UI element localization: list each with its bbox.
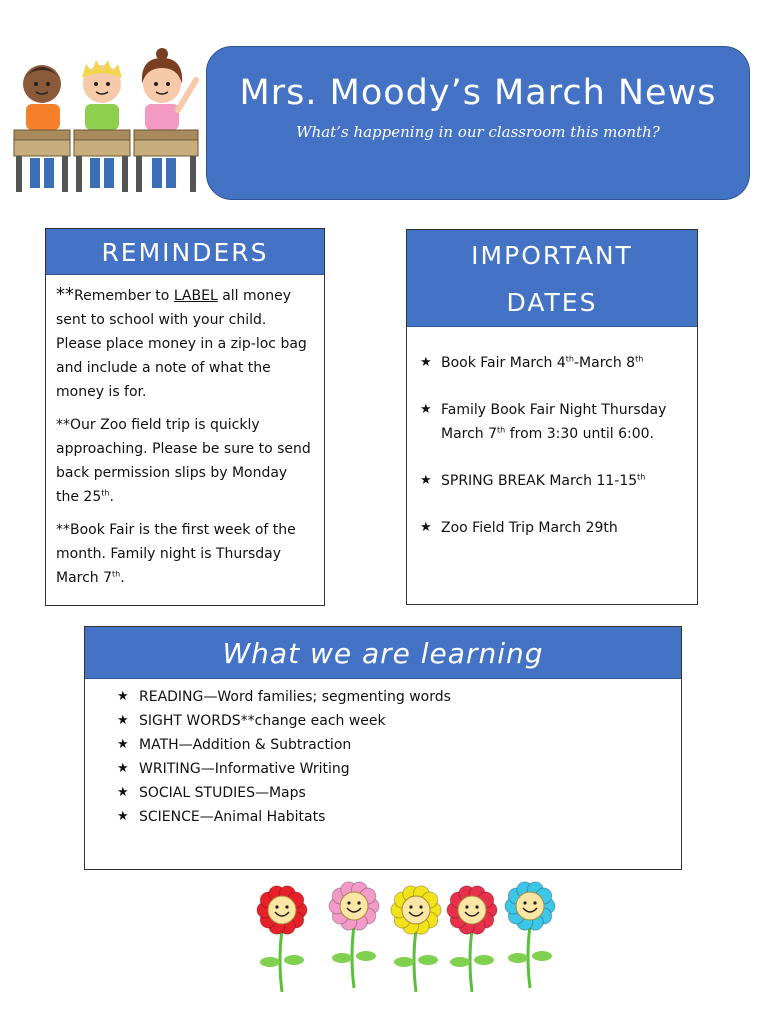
date-item bbox=[441, 398, 687, 446]
learning-item: ★ SOCIAL STUDIES—Maps bbox=[139, 781, 681, 805]
reminders-heading: REMINDERS bbox=[46, 229, 324, 275]
reminder-stars: ** bbox=[56, 284, 74, 305]
ordinal-suffix: th bbox=[635, 354, 644, 364]
learning-item: ★ SIGHT WORDS**change each week bbox=[139, 709, 681, 733]
reminder-item bbox=[56, 283, 314, 404]
reminder-text: **Book Fair is the first week of the month. Family night is Thursday March 7 bbox=[56, 522, 296, 586]
children-at-desks-illustration bbox=[12, 40, 202, 200]
dates-list bbox=[407, 327, 697, 540]
date-item bbox=[441, 351, 687, 375]
desks-icon bbox=[14, 130, 198, 192]
reminder-item bbox=[56, 518, 314, 590]
reminder-text: **Our Zoo field trip is quickly approaching. Please be sure to send back permission slips by Monday the 25 bbox=[56, 417, 311, 505]
date-text: Zoo Field Trip March 29th bbox=[441, 520, 618, 536]
date-item bbox=[441, 516, 687, 540]
date-text: Family Book Fair Night Thursday March 7 bbox=[441, 402, 667, 442]
ordinal-suffix: th bbox=[637, 472, 646, 482]
learning-item: ★ READING—Word families; segmenting words bbox=[139, 685, 681, 709]
date-item bbox=[441, 469, 687, 493]
learning-item: ★ SCIENCE—Animal Habitats bbox=[139, 805, 681, 829]
ordinal-suffix: th bbox=[101, 488, 110, 498]
learning-list bbox=[85, 679, 681, 829]
newsletter-banner bbox=[206, 46, 750, 200]
reminder-text: all money sent to school with your child. Please place money in a zip-loc bag and include a note of what the money is for. bbox=[56, 288, 307, 400]
reminders-body bbox=[46, 275, 324, 590]
kid-1-icon bbox=[23, 65, 61, 130]
kid-3-icon bbox=[142, 48, 196, 130]
kid-2-icon bbox=[82, 60, 122, 130]
reminder-text: . bbox=[109, 489, 114, 505]
learning-heading: What we are learning bbox=[85, 627, 681, 679]
date-text: SPRING BREAK March 11-15 bbox=[441, 473, 638, 489]
learning-item: ★ MATH—Addition & Subtraction bbox=[139, 733, 681, 757]
label-emphasis: LABEL bbox=[173, 288, 218, 304]
page-subtitle: What’s happening in our classroom this month? bbox=[296, 123, 660, 141]
flower-icon bbox=[329, 882, 379, 988]
important-dates-heading bbox=[407, 230, 697, 327]
date-text: Book Fair March 4 bbox=[441, 355, 566, 371]
smiling-flowers-illustration bbox=[246, 876, 560, 996]
ordinal-suffix: th bbox=[565, 354, 574, 364]
heading-line: DATES bbox=[506, 288, 598, 317]
ordinal-suffix: th bbox=[497, 425, 506, 435]
reminder-item bbox=[56, 413, 314, 509]
flower-icon bbox=[447, 886, 497, 992]
date-text: -March 8 bbox=[574, 355, 636, 371]
date-text: from 3:30 until 6:00. bbox=[505, 426, 654, 442]
reminder-text: . bbox=[120, 570, 125, 586]
flower-icon bbox=[391, 886, 441, 992]
heading-line: IMPORTANT bbox=[471, 241, 633, 270]
flower-icon bbox=[257, 886, 307, 992]
page-title: Mrs. Moody’s March News bbox=[239, 73, 717, 113]
learning-panel bbox=[84, 626, 682, 870]
learning-item: ★ WRITING—Informative Writing bbox=[139, 757, 681, 781]
reminders-panel bbox=[45, 228, 325, 606]
important-dates-panel bbox=[406, 229, 698, 605]
flower-icon bbox=[505, 882, 555, 988]
ordinal-suffix: th bbox=[112, 569, 121, 579]
reminder-text: Remember to bbox=[74, 288, 174, 304]
